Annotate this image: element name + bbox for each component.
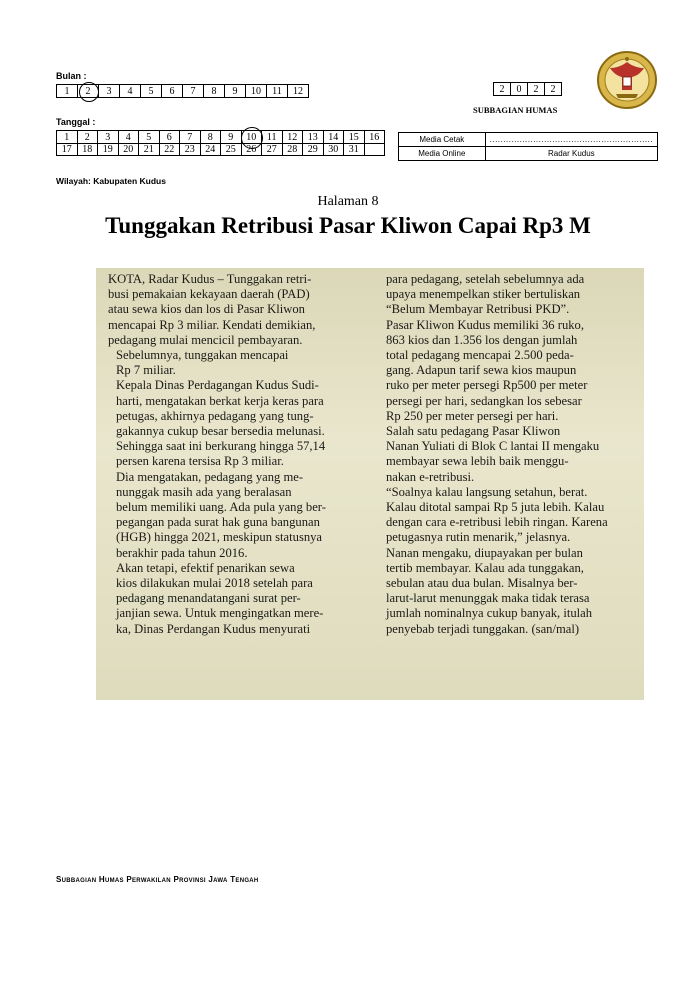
days2-cell [180, 143, 201, 156]
article-line: persegi per hari, sedangkan los sebesar [386, 393, 582, 408]
days2-cell [221, 143, 242, 156]
days1-cell-label: 4 [125, 132, 131, 143]
days1-cell-label: 2 [84, 132, 90, 143]
days2-cell-label: 26 [246, 144, 257, 155]
months-cell-label: 11 [272, 86, 282, 97]
days2-cell-label: 31 [348, 144, 359, 155]
months-cell [120, 85, 141, 98]
months-cell-label: 3 [106, 86, 112, 97]
days2-cell-label: 21 [143, 144, 154, 155]
months-cell [57, 85, 78, 98]
days2-cell [324, 143, 345, 156]
days2-cell-label: 28 [287, 144, 298, 155]
department-label: SUBBAGIAN HUMAS [473, 105, 558, 115]
media-online-label: Media Online [399, 147, 486, 161]
days1-cell-label: 7 [187, 132, 193, 143]
article-line: total pedagang mencapai 2.500 peda- [386, 348, 574, 363]
article-line: penyebab terjadi tunggakan. (san/mal) [386, 621, 580, 636]
days2-cell-label: 29 [307, 144, 318, 155]
article-line: jumlah nominalnya cukup banyak, itulah [386, 606, 593, 621]
days1-cell-label: 11 [266, 132, 277, 143]
months-cell [141, 85, 162, 98]
article-paragraph [378, 272, 640, 318]
year-cell-label: 0 [516, 84, 522, 95]
article-line: Sebelumnya, tunggakan mencapai [116, 348, 289, 363]
article-line: Rp 250 per meter persegi per hari. [386, 408, 559, 423]
article-line: upaya menempelkan stiker bertuliskan [386, 287, 581, 302]
article-line: 863 kios dan 1.356 los dengan jumlah [386, 332, 578, 347]
article-column-2 [378, 272, 640, 637]
media-table [398, 132, 658, 161]
days1-cell-label: 5 [146, 132, 152, 143]
days2-cell-label: 30 [328, 144, 339, 155]
media-cetak-value: ............................................................ [485, 133, 657, 147]
days1-cell-label: 3 [105, 132, 111, 143]
months-cell-label: 1 [64, 86, 70, 97]
days2-cell [283, 143, 304, 156]
article-line: Sehingga saat ini berkurang hingga 57,14 [116, 439, 326, 454]
days1-cell-label: 1 [64, 132, 70, 143]
months-cell [204, 85, 225, 98]
months-cell-label: 7 [190, 86, 196, 97]
bulan-label: Bulan : [56, 71, 87, 81]
days2-cell-label: 25 [225, 144, 236, 155]
article-line: belum memiliki uang. Ada pula yang ber- [116, 500, 326, 515]
article-line: petugasnya rutin menarik,” jelasnya. [386, 530, 571, 545]
days1-cell-label: 13 [307, 132, 318, 143]
days2-cell [201, 143, 222, 156]
article-line: “Belum Membayar Retribusi PKD”. [386, 302, 570, 317]
article-paragraph [108, 348, 366, 378]
months-cell [99, 85, 120, 98]
months-cell-label: 2 [85, 86, 91, 97]
article-line: persen karena tersisa Rp 3 miliar. [116, 454, 284, 469]
article-line: pedagang menandatangani surat per- [116, 591, 301, 606]
headline: Tunggakan Retribusi Pasar Kliwon Capai Rp3 M [105, 213, 591, 238]
article-line: para pedagang, setelah sebelumnya ada [386, 272, 585, 286]
article-line: ka, Dinas Perdangan Kudus menyurati [116, 621, 311, 636]
days1-cell-label: 6 [166, 132, 172, 143]
days2-cell-label: 19 [102, 144, 113, 155]
article-line: tertib membayar. Kalau ada tunggakan, [386, 560, 584, 575]
days1-cell-label: 9 [228, 132, 234, 143]
days2-cell-label: 22 [164, 144, 175, 155]
days2-cell [139, 143, 160, 156]
article-line: Kepala Dinas Perdagangan Kudus Sudi- [116, 378, 319, 393]
days1-cell-label: 12 [287, 132, 298, 143]
days1-cell-label: 8 [207, 132, 213, 143]
months-cell [267, 85, 288, 98]
days2-cell-label: 23 [184, 144, 195, 155]
article-line: Kalau ditotal sampai Rp 5 juta lebih. Kalau [386, 500, 605, 515]
months-cell-label: 10 [251, 86, 261, 97]
month-grid [56, 84, 309, 98]
article-line: larut-larut menunggak maka tidak terasa [386, 591, 590, 606]
months-cell [288, 85, 309, 98]
article-line: (HGB) hingga 2021, meskipun statusnya [116, 530, 323, 545]
months-cell-label: 9 [232, 86, 238, 97]
article-line: ruko per meter persegi Rp500 per meter [386, 378, 588, 393]
article-line: janjian sewa. Untuk mengingatkan mere- [116, 606, 324, 621]
article-paragraph [108, 272, 366, 348]
article-line: membayar sewa lebih baik menggu- [386, 454, 569, 469]
days2-cell [57, 143, 78, 156]
days2-cell [303, 143, 324, 156]
selection-circle-icon [79, 82, 99, 102]
months-cell [162, 85, 183, 98]
article-line: gang. Adapun tarif sewa kios maupun [386, 363, 577, 378]
article-line: dengan cara e-retribusi lebih ringan. Karena [386, 515, 608, 530]
article-line: atau sewa kios dan los di Pasar Kliwon [108, 302, 305, 317]
days1-cell-label: 16 [369, 132, 380, 143]
media-cetak-label: Media Cetak [399, 133, 486, 147]
article-line: berakhir pada tahun 2016. [116, 545, 248, 560]
newspaper-clipping [96, 268, 644, 700]
footer-text: Subbagian Humas Perwakilan Provinsi Jawa Tengah [56, 875, 259, 884]
months-cell [78, 85, 99, 98]
article-line: KOTA, Radar Kudus – Tunggakan retri- [108, 272, 312, 286]
months-cell-label: 5 [148, 86, 154, 97]
article-paragraph [108, 561, 366, 637]
article-line: Nanan Yuliati di Blok C lantai II mengaku [386, 439, 600, 454]
year-box [493, 82, 562, 96]
months-cell [183, 85, 204, 98]
year-cell-label: 2 [533, 84, 539, 95]
year-cell [545, 83, 562, 96]
year-cell [511, 83, 528, 96]
article-paragraph [108, 470, 366, 561]
article-paragraph [378, 546, 640, 637]
article-paragraph [108, 378, 366, 469]
article-line: Nanan mengaku, diupayakan per bulan [386, 545, 583, 560]
article-line: mencapai Rp 3 miliar. Kendati demikian, [108, 317, 316, 332]
article-line: Akan tetapi, efektif penarikan sewa [116, 560, 295, 575]
year-cell-label: 2 [550, 84, 556, 95]
media-online-value: Radar Kudus [485, 147, 657, 161]
days2-cell-label: 17 [61, 144, 72, 155]
article-line: harti, mengatakan berkat kerja keras para [116, 393, 324, 408]
article-line: kios dilakukan mulai 2018 setelah para [116, 576, 313, 591]
months-cell-label: 4 [127, 86, 133, 97]
page-number: Halaman 8 [317, 194, 379, 209]
tanggal-label: Tanggal : [56, 117, 96, 127]
days2-empty-cell [365, 143, 386, 156]
days2-cell [262, 143, 283, 156]
article-line: gakannya cukup besar bersedia melunasi. [116, 424, 325, 439]
article-line: Rp 7 miliar. [116, 363, 176, 378]
article-line: Pasar Kliwon Kudus memiliki 36 ruko, [386, 317, 584, 332]
days2-cell [242, 143, 263, 156]
article-line: Salah satu pedagang Pasar Kliwon [386, 424, 561, 439]
days2-cell [119, 143, 140, 156]
article-line: busi pemakaian kekayaan daerah (PAD) [108, 287, 310, 302]
days1-cell-label: 14 [328, 132, 339, 143]
year-cell [494, 83, 511, 96]
article-paragraph [378, 424, 640, 485]
wilayah-label: Wilayah: Kabupaten Kudus [56, 176, 166, 186]
months-cell-label: 12 [293, 86, 303, 97]
article-line: Dia mengatakan, pedagang yang me- [116, 469, 304, 484]
days2-cell [344, 143, 365, 156]
article-line: pegangan pada surat hak guna bangunan [116, 515, 320, 530]
article-line: nakan e-retribusi. [386, 469, 475, 484]
article-paragraph [378, 485, 640, 546]
months-cell [225, 85, 246, 98]
days2-cell-label: 27 [266, 144, 277, 155]
days1-cell-label: 15 [348, 132, 359, 143]
article-line: pedagang mulai mencicil pembayaran. [108, 332, 303, 347]
days2-cell-label: 20 [123, 144, 134, 155]
day-grid-row2 [56, 143, 385, 156]
year-cell-label: 2 [499, 84, 505, 95]
months-cell [246, 85, 267, 98]
article-line: sebulan atau dua bulan. Misalnya ber- [386, 576, 578, 591]
article-paragraph [378, 318, 640, 424]
months-cell-label: 6 [169, 86, 175, 97]
days1-cell-label: 10 [246, 132, 257, 143]
days2-cell [78, 143, 99, 156]
garuda-emblem-icon [596, 50, 658, 110]
days2-cell [160, 143, 181, 156]
days2-cell [98, 143, 119, 156]
year-cell [528, 83, 545, 96]
days2-cell-label: 24 [205, 144, 216, 155]
day-grid-row1 [56, 130, 385, 144]
article-line: “Soalnya kalau langsung setahun, berat. [386, 484, 588, 499]
article-line: petugas, akhirnya pedagang yang tung- [116, 408, 314, 423]
days2-cell-label: 18 [82, 144, 93, 155]
months-cell-label: 8 [211, 86, 217, 97]
article-line: nunggak masih ada yang beralasan [116, 484, 292, 499]
article-column-1 [108, 272, 366, 637]
